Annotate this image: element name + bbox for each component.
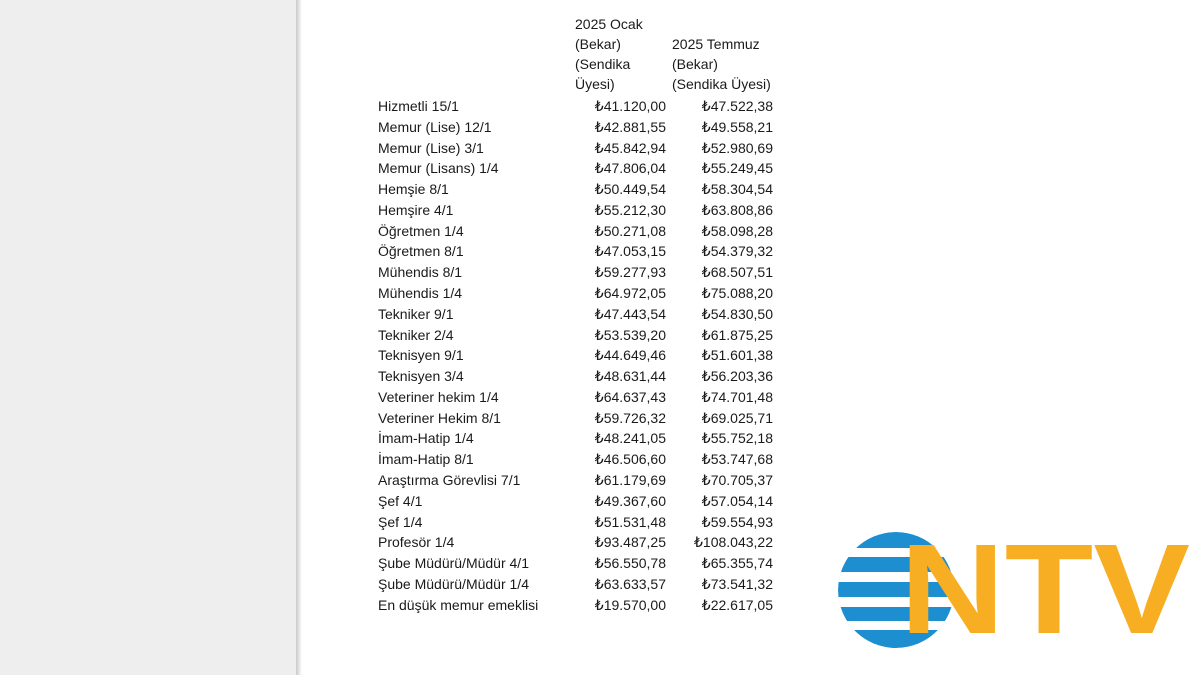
salary-temmuz: ₺65.355,74 xyxy=(701,555,773,572)
salary-ocak: ₺55.212,30 xyxy=(594,201,666,218)
position-title: Veteriner hekim 1/4 xyxy=(378,388,499,405)
salary-ocak: ₺51.531,48 xyxy=(594,513,666,530)
salary-temmuz: ₺55.249,45 xyxy=(701,160,773,177)
salary-temmuz: ₺22.617,05 xyxy=(701,596,773,613)
column-header-temmuz: 2025 Temmuz (Bekar) (Sendika Üyesi) xyxy=(672,36,771,92)
table-row xyxy=(378,138,778,158)
salary-ocak: ₺47.053,15 xyxy=(594,243,666,260)
table-row xyxy=(378,366,778,386)
table-row xyxy=(378,345,778,365)
table-row xyxy=(378,200,778,220)
position-title: Hemşire 4/1 xyxy=(378,201,454,218)
ntv-logo xyxy=(838,520,1193,660)
salary-ocak: ₺47.806,04 xyxy=(594,160,666,177)
salary-temmuz: ₺63.808,86 xyxy=(701,201,773,218)
salary-temmuz: ₺58.304,54 xyxy=(701,181,773,198)
position-title: Hemşie 8/1 xyxy=(378,181,449,198)
logo-text: NTV xyxy=(900,520,1190,660)
salary-ocak: ₺45.842,94 xyxy=(594,139,666,156)
position-title: Tekniker 9/1 xyxy=(378,305,454,322)
column-header-ocak: 2025 Ocak (Bekar) (Sendika Üyesi) xyxy=(575,16,643,92)
position-title: Tekniker 2/4 xyxy=(378,326,454,343)
position-title: Şube Müdürü/Müdür 4/1 xyxy=(378,555,529,572)
salary-temmuz: ₺69.025,71 xyxy=(701,409,773,426)
position-title: Şef 1/4 xyxy=(378,513,423,530)
salary-temmuz: ₺47.522,38 xyxy=(701,98,773,114)
background-shade xyxy=(0,0,296,675)
salary-ocak: ₺61.179,69 xyxy=(594,472,666,489)
salary-temmuz: ₺108.043,22 xyxy=(694,534,773,551)
salary-ocak: ₺42.881,55 xyxy=(594,118,666,135)
table-row xyxy=(378,512,778,532)
position-title: Mühendis 1/4 xyxy=(378,285,463,302)
salary-temmuz: ₺57.054,14 xyxy=(701,492,773,509)
salary-temmuz: ₺56.203,36 xyxy=(701,368,773,385)
table-row xyxy=(378,241,778,261)
position-title: Mühendis 8/1 xyxy=(378,264,463,281)
position-title: Şube Müdürü/Müdür 1/4 xyxy=(378,575,529,592)
salary-temmuz: ₺73.541,32 xyxy=(701,575,773,592)
position-title: En düşük memur emeklisi xyxy=(378,596,539,613)
salary-ocak: ₺53.539,20 xyxy=(594,326,666,343)
table-row xyxy=(378,221,778,241)
table-row xyxy=(378,96,778,116)
salary-ocak: ₺44.649,46 xyxy=(594,347,666,364)
ntv-logo-graphic xyxy=(838,520,1193,660)
salary-ocak: ₺50.271,08 xyxy=(594,222,666,239)
table-row xyxy=(378,449,778,469)
position-title: Memur (Lisans) 1/4 xyxy=(378,160,499,177)
position-title: Profesör 1/4 xyxy=(378,534,455,551)
salary-temmuz: ₺75.088,20 xyxy=(701,285,773,302)
page-edge xyxy=(296,0,302,675)
position-title: Araştırma Görevlisi 7/1 xyxy=(378,472,521,489)
salary-ocak: ₺46.506,60 xyxy=(594,451,666,468)
salary-ocak: ₺41.120,00 xyxy=(594,98,666,114)
salary-temmuz: ₺49.558,21 xyxy=(701,118,773,135)
table-row xyxy=(378,283,778,303)
position-title: Memur (Lise) 12/1 xyxy=(378,118,492,135)
salary-ocak: ₺63.633,57 xyxy=(594,575,666,592)
salary-temmuz: ₺51.601,38 xyxy=(701,347,773,364)
salary-ocak: ₺64.637,43 xyxy=(594,388,666,405)
table-row xyxy=(378,428,778,448)
position-title: Memur (Lise) 3/1 xyxy=(378,139,484,156)
table-row xyxy=(378,387,778,407)
salary-ocak: ₺56.550,78 xyxy=(594,555,666,572)
position-title: Teknisyen 3/4 xyxy=(378,368,464,385)
salary-ocak: ₺64.972,05 xyxy=(594,285,666,302)
position-title: Öğretmen 8/1 xyxy=(378,243,464,260)
salary-temmuz: ₺53.747,68 xyxy=(701,451,773,468)
salary-ocak: ₺48.631,44 xyxy=(594,368,666,385)
salary-ocak: ₺59.726,32 xyxy=(594,409,666,426)
salary-temmuz: ₺70.705,37 xyxy=(701,472,773,489)
table-row xyxy=(378,179,778,199)
table-row xyxy=(378,491,778,511)
salary-ocak: ₺47.443,54 xyxy=(594,305,666,322)
salary-temmuz: ₺52.980,69 xyxy=(701,139,773,156)
table-row xyxy=(378,574,778,594)
salary-ocak: ₺59.277,93 xyxy=(594,264,666,281)
salary-temmuz: ₺54.379,32 xyxy=(701,243,773,260)
position-title: Veteriner Hekim 8/1 xyxy=(378,409,501,426)
table-row xyxy=(378,532,778,552)
salary-temmuz: ₺58.098,28 xyxy=(701,222,773,239)
table-row xyxy=(378,553,778,573)
table-row xyxy=(378,470,778,490)
salary-temmuz: ₺55.752,18 xyxy=(701,430,773,447)
table-row xyxy=(378,325,778,345)
table-row xyxy=(378,408,778,428)
position-title: Teknisyen 9/1 xyxy=(378,347,464,364)
position-title: Hizmetli 15/1 xyxy=(378,98,459,114)
salary-temmuz: ₺74.701,48 xyxy=(701,388,773,405)
salary-temmuz: ₺54.830,50 xyxy=(701,305,773,322)
salary-ocak: ₺50.449,54 xyxy=(594,181,666,198)
salary-ocak: ₺49.367,60 xyxy=(594,492,666,509)
position-title: Şef 4/1 xyxy=(378,492,423,509)
table-row xyxy=(378,304,778,324)
position-title: Öğretmen 1/4 xyxy=(378,222,464,239)
salary-ocak: ₺93.487,25 xyxy=(594,534,666,551)
position-title: İmam-Hatip 1/4 xyxy=(378,430,474,447)
table-row xyxy=(378,262,778,282)
salary-ocak: ₺48.241,05 xyxy=(594,430,666,447)
position-title: İmam-Hatip 8/1 xyxy=(378,451,474,468)
salary-ocak: ₺19.570,00 xyxy=(594,596,666,613)
salary-temmuz: ₺68.507,51 xyxy=(701,264,773,281)
table-row xyxy=(378,595,778,615)
salary-temmuz: ₺59.554,93 xyxy=(701,513,773,530)
salary-temmuz: ₺61.875,25 xyxy=(701,326,773,343)
table-row xyxy=(378,158,778,178)
table-row xyxy=(378,117,778,137)
